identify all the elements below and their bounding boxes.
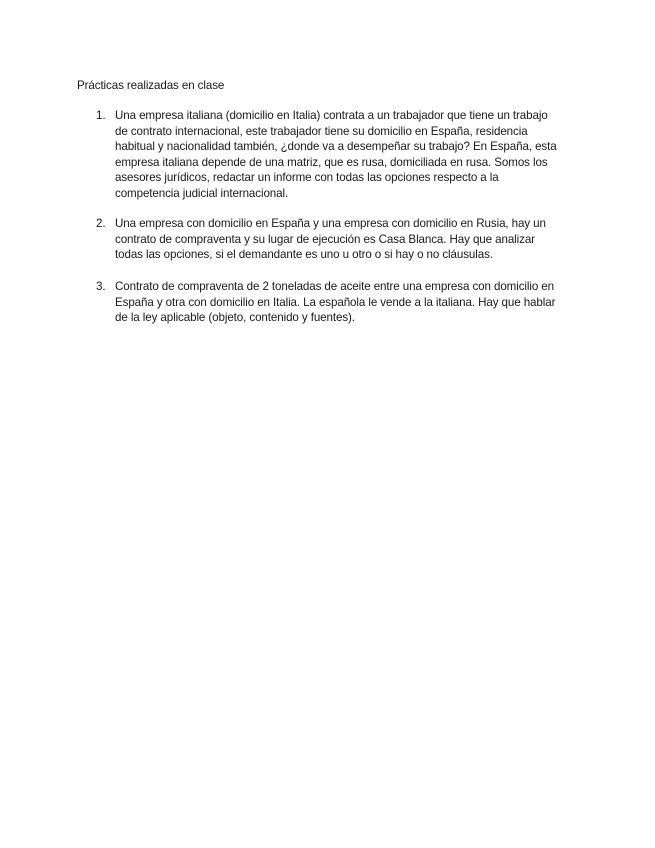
text-line: Contrato de compraventa de 2 toneladas de aceite entre una empresa con domicilio en	[115, 280, 554, 293]
text-line: competencia judicial internacional.	[115, 186, 289, 200]
text-line: Una empresa italiana (domicilio en Italia) contrata a un trabajador que tiene un trabajo	[115, 109, 548, 122]
text-line: de la ley aplicable (objeto, contenido y fuentes).	[115, 311, 355, 325]
text-line: España y otra con domicilio en Italia. La española le vende a la italiana. Hay que hablar	[115, 295, 556, 309]
list-item-text	[115, 108, 586, 202]
list-item-number: 2.	[96, 217, 106, 230]
text-line: de contrato internacional, este trabajador tiene su domicilio en España, residencia	[115, 124, 528, 138]
document-title: Prácticas realizadas en clase	[77, 79, 225, 92]
list-item-number: 1.	[96, 109, 106, 122]
text-line: contrato de compraventa y su lugar de ejecución es Casa Blanca. Hay que analizar	[115, 232, 535, 246]
list-item	[96, 108, 586, 202]
list-item	[96, 216, 586, 263]
list-item-text	[115, 216, 586, 263]
text-line: empresa italiana depende de una matriz, que es rusa, domiciliada en rusa. Somos los	[115, 155, 548, 169]
text-line: todas las opciones, si el demandante es uno u otro o si hay o no cláusulas.	[115, 248, 493, 262]
list-item-text	[115, 279, 586, 326]
text-line: asesores jurídicos, redactar un informe con todas las opciones respecto a la	[115, 171, 499, 185]
text-line: Una empresa con domicilio en España y una empresa con domicilio en Rusia, hay un	[115, 217, 546, 230]
text-line: habitual y nacionalidad también, ¿donde va a desempeñar su trabajo? En España, esta	[115, 140, 557, 154]
list-item-number: 3.	[96, 280, 106, 293]
list-item	[96, 279, 586, 326]
